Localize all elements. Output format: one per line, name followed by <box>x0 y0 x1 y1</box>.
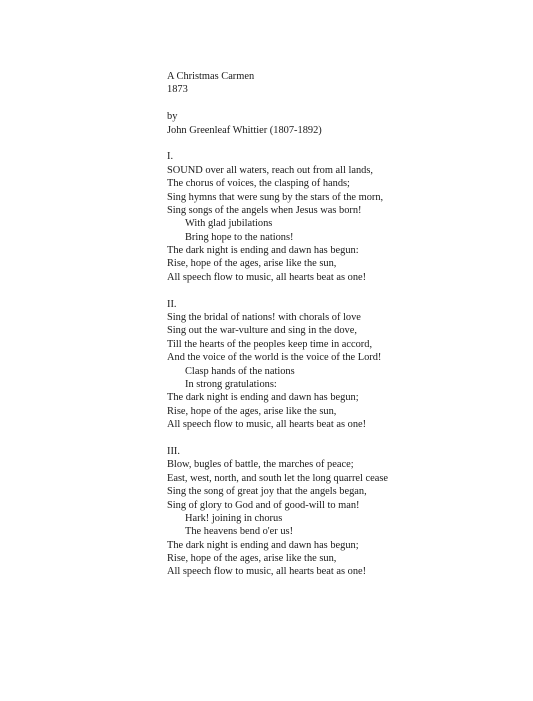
stanza-line: Sing hymns that were sung by the stars of the morn, <box>167 191 384 203</box>
stanza-line: Sing the song of great joy that the angels began, <box>167 486 367 498</box>
stanza-line: The dark night is ending and dawn has begun: <box>167 245 359 257</box>
stanza-line: All speech flow to music, all hearts beat as one! <box>167 566 367 578</box>
stanza-line-indented: The heavens bend o'er us! <box>185 526 294 538</box>
stanza-line: The chorus of voices, the clasping of hands; <box>167 178 350 190</box>
stanza-line: Sing songs of the angels when Jesus was born! <box>167 204 362 216</box>
stanza-line: All speech flow to music, all hearts beat as one! <box>167 419 367 431</box>
stanza-line-indented: With glad jubilations <box>185 218 273 230</box>
stanza-line-indented: Bring hope to the nations! <box>185 231 294 243</box>
stanza-line: And the voice of the world is the voice of the Lord! <box>167 352 382 364</box>
stanza-numeral: III. <box>167 445 180 457</box>
stanza-line: Blow, bugles of battle, the marches of peace; <box>167 459 354 471</box>
stanza-line: East, west, north, and south let the long quarrel cease <box>167 472 389 484</box>
spacer <box>167 137 507 150</box>
stanza-line: All speech flow to music, all hearts beat as one! <box>167 271 367 283</box>
poem-year: 1873 <box>167 84 188 96</box>
stanza-line: Rise, hope of the ages, arise like the sun, <box>167 553 337 565</box>
stanza-line: Sing out the war-vulture and sing in the dove, <box>167 325 357 337</box>
spacer <box>167 284 507 297</box>
spacer <box>167 432 507 445</box>
stanza-line: SOUND over all waters, reach out from all lands, <box>167 164 374 176</box>
stanza-numeral: I. <box>167 151 174 163</box>
author-name: John Greenleaf Whittier (1807-1892) <box>167 124 322 136</box>
stanza-line: Till the hearts of the peoples keep time in accord, <box>167 338 373 350</box>
poem-text <box>167 70 507 579</box>
stanza-numeral: II. <box>167 298 177 310</box>
stanza-line-indented: Hark! joining in chorus <box>185 512 283 524</box>
stanza-line: The dark night is ending and dawn has begun; <box>167 392 359 404</box>
stanza-line: Sing of glory to God and of good-will to man! <box>167 499 360 511</box>
stanza-line-indented: In strong gratulations: <box>185 378 277 390</box>
stanza-line-indented: Clasp hands of the nations <box>185 365 295 377</box>
byline-label: by <box>167 111 178 123</box>
stanza-line: Rise, hope of the ages, arise like the sun, <box>167 258 337 270</box>
poem-title: A Christmas Carmen <box>167 71 255 82</box>
spacer <box>167 97 507 110</box>
stanza-line: The dark night is ending and dawn has begun; <box>167 539 359 551</box>
stanza-line: Sing the bridal of nations! with chorals of love <box>167 312 361 324</box>
stanza-line: Rise, hope of the ages, arise like the sun, <box>167 405 337 417</box>
